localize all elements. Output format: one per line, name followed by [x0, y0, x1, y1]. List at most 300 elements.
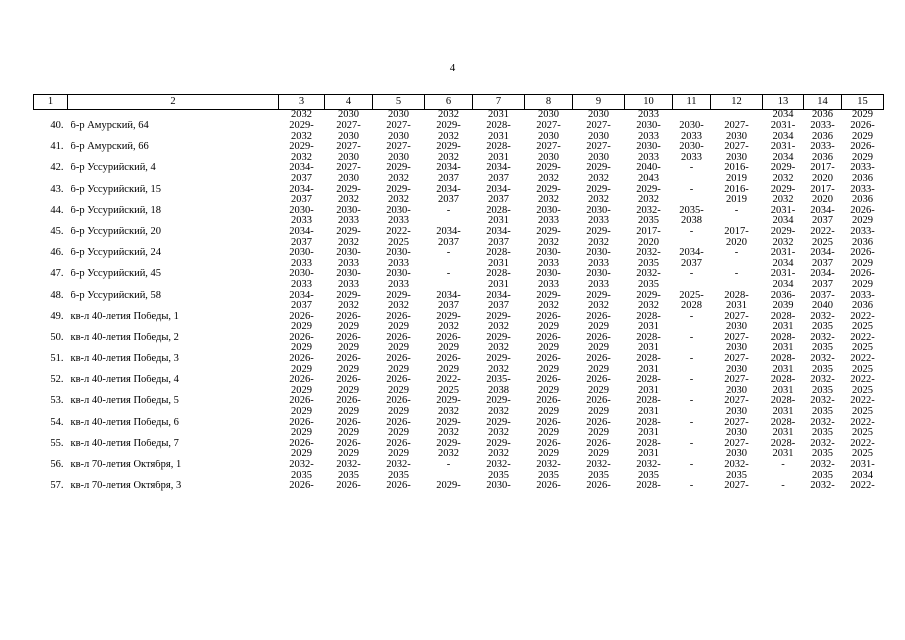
period-cell: 2033- 2036	[850, 163, 875, 184]
period-cell: 2026- 2029	[386, 438, 411, 460]
period-cell: 2027- 2030	[724, 142, 749, 163]
period-cell: 2028- 2031	[636, 375, 661, 396]
address-cell: б-р Уссурийский, 58	[70, 290, 162, 301]
period-cell: 2027- 2030	[336, 121, 361, 142]
period-cell: 2029- 2032	[486, 332, 511, 354]
period-cell: 2027- 2030	[724, 311, 749, 333]
period-cell: 2027- 2030	[536, 142, 561, 163]
period-cell: 2032- 2035	[586, 460, 611, 481]
column-header: 7	[473, 95, 525, 110]
period-cell: 2032- 2035	[386, 460, 411, 481]
period-cell: -	[689, 417, 694, 428]
carryover-cell: 2030	[588, 109, 609, 120]
period-cell: 2028- 2031	[636, 332, 661, 354]
address-cell: б-р Уссурийский, 20	[70, 226, 162, 237]
period-cell: 2034- 2037	[810, 269, 835, 290]
period-cell: 2027- 2030	[724, 121, 749, 142]
period-cell: 2029- 2032	[536, 290, 561, 312]
period-cell: 2030- 2033	[386, 205, 411, 227]
period-cell: 2040- 2043	[636, 163, 661, 184]
period-cell: 2034- 2037	[289, 290, 314, 312]
carryover-cell: 2033	[638, 109, 659, 120]
period-cell: 2030- 2033	[336, 269, 361, 290]
period-cell: 2026- 2029	[850, 142, 875, 163]
period-cell: 2026- 2029	[386, 396, 411, 418]
period-cell: 2029- 2032	[436, 438, 461, 460]
period-cell: 2027- 2030	[724, 396, 749, 418]
period-cell: 2027- 2030	[724, 354, 749, 375]
period-cell: 2026- 2029	[386, 417, 411, 439]
table-row	[34, 481, 884, 502]
period-cell: 2032- 2035	[724, 460, 749, 481]
period-cell: 2034- 2037	[436, 184, 461, 206]
period-cell: -	[446, 205, 451, 216]
period-cell: 2031- 2034	[770, 205, 796, 227]
period-cell: 2034- 2037	[436, 163, 461, 184]
period-cell: 2032- 2035	[486, 460, 511, 481]
period-cell: 2026- 2029	[850, 121, 875, 142]
period-cell: 2027- 2030	[586, 142, 611, 163]
period-cell: 2032- 2035	[810, 354, 835, 375]
period-cell: 2027- 2030	[386, 142, 411, 163]
period-cell: 2026- 2029	[536, 375, 561, 396]
period-cell: 2029- 2032	[336, 226, 361, 248]
period-cell: 2026- 2029	[586, 311, 611, 333]
period-cell: -	[689, 226, 694, 237]
period-cell: 2017- 2020	[810, 163, 835, 184]
period-cell: 2029-	[436, 481, 461, 492]
period-cell: 2026- 2029	[586, 417, 611, 439]
carryover-cell	[711, 110, 763, 122]
carryover-row	[34, 110, 884, 122]
row-number: 54.	[50, 417, 64, 428]
row-number: 43.	[50, 184, 64, 195]
period-cell: 2030- 2033	[536, 248, 561, 269]
carryover-cell: 2029	[852, 109, 873, 120]
period-cell: 2033- 2036	[810, 121, 835, 142]
period-cell: 2028- 2031	[770, 354, 796, 375]
period-cell: 2031- 2034	[770, 142, 796, 163]
period-cell: 2028- 2031	[770, 332, 796, 354]
period-cell: 2030- 2033	[386, 248, 411, 269]
period-cell: 2027- 2030	[386, 121, 411, 142]
period-cell: 2026- 2029	[536, 438, 561, 460]
page-number: 4	[449, 62, 456, 74]
period-cell: 2032- 2035	[810, 438, 835, 460]
period-cell: 2031- 2034	[770, 248, 796, 269]
period-cell: 2032- 2035	[810, 375, 835, 396]
column-header: 13	[763, 95, 804, 110]
period-cell: 2028- 2031	[636, 311, 661, 333]
period-cell: 2022- 2025	[850, 375, 875, 396]
period-cell: 2016- 2019	[724, 163, 749, 184]
period-cell: 2029- 2032	[486, 417, 511, 439]
address-cell: б-р Уссурийский, 24	[70, 248, 162, 259]
period-cell: 2026-	[536, 481, 561, 492]
period-cell: -	[689, 460, 694, 470]
period-cell: 2035- 2038	[486, 375, 511, 396]
address-cell: б-р Амурский, 64	[70, 121, 149, 131]
period-cell: 2027- 2030	[586, 121, 611, 142]
period-cell: 2029- 2032	[486, 311, 511, 333]
period-cell: 2029- 2032	[536, 226, 561, 248]
period-cell: 2029- 2032	[336, 290, 361, 312]
period-cell: 2028- 2031	[770, 396, 796, 418]
period-cell: 2030-	[486, 481, 511, 492]
period-cell: 2028- 2031	[486, 205, 511, 227]
period-cell: -	[689, 396, 694, 407]
table-row	[34, 121, 884, 142]
column-header: 11	[673, 95, 711, 110]
period-cell: 2029- 2032	[336, 184, 361, 206]
period-cell: 2026- 2029	[536, 311, 561, 333]
row-number: 57.	[50, 481, 64, 492]
period-cell: 2029- 2032	[386, 290, 411, 312]
row-number: 48.	[50, 290, 64, 301]
period-cell: 2034- 2037	[810, 205, 835, 227]
carryover-cell: 2036	[812, 109, 833, 120]
period-cell: 2026- 2029	[850, 269, 875, 290]
period-cell: 2029- 2032	[436, 121, 461, 142]
period-cell: 2030- 2033	[636, 121, 661, 142]
period-cell: -	[781, 460, 785, 470]
period-cell: 2027-	[724, 481, 749, 492]
address-cell: кв-л 40-летия Победы, 3	[70, 354, 179, 365]
carryover-cell: 2032	[291, 109, 312, 120]
period-cell: 2034- 2037	[486, 290, 511, 312]
period-cell: 2026-	[386, 481, 411, 492]
period-cell: 2030- 2033	[679, 142, 704, 163]
empty-cell	[34, 110, 68, 122]
column-header: 14	[804, 95, 842, 110]
table-row	[34, 206, 884, 227]
table-row	[34, 312, 884, 333]
row-number: 55.	[50, 438, 64, 449]
period-cell: 2032- 2035	[810, 396, 835, 418]
period-cell: -	[734, 248, 739, 259]
period-cell: 2033- 2036	[850, 290, 875, 312]
period-cell: 2027- 2030	[336, 163, 361, 184]
address-cell: кв-л 40-летия Победы, 4	[70, 375, 179, 386]
period-cell: -	[689, 438, 694, 449]
period-cell: 2032- 2035	[336, 460, 361, 481]
period-cell: 2032- 2035	[636, 248, 661, 269]
period-cell: 2032- 2035	[810, 417, 835, 439]
period-cell: 2027- 2030	[724, 438, 749, 460]
period-cell: 2028- 2031	[486, 269, 511, 290]
period-cell: 2026- 2029	[289, 396, 314, 418]
period-cell: 2035- 2038	[679, 205, 704, 227]
period-cell: 2026-	[336, 481, 361, 492]
period-cell: -	[689, 184, 694, 195]
row-number: 42.	[50, 163, 64, 174]
period-cell: 2026- 2029	[586, 396, 611, 418]
row-number: 51.	[50, 354, 64, 365]
table-row	[34, 396, 884, 417]
period-cell: 2028- 2031	[636, 354, 661, 375]
period-cell: 2030- 2033	[536, 205, 561, 227]
period-cell: 2026- 2029	[336, 332, 361, 354]
period-cell: 2032- 2035	[636, 205, 661, 227]
period-cell: 2029- 2032	[586, 226, 611, 248]
period-cell: 2026-	[289, 481, 314, 492]
period-cell: -	[446, 248, 451, 259]
address-cell: б-р Уссурийский, 18	[70, 205, 162, 216]
column-header: 3	[279, 95, 325, 110]
period-cell: 2028- 2031	[770, 375, 796, 396]
period-cell: 2027- 2030	[724, 375, 749, 396]
period-cell: 2034- 2037	[810, 248, 835, 269]
period-cell: -	[446, 460, 451, 470]
period-cell: 2026- 2029	[386, 332, 411, 354]
period-cell: 2030- 2033	[386, 269, 411, 290]
period-cell: 2029- 2032	[636, 290, 661, 312]
period-cell: 2026- 2029	[536, 332, 561, 354]
table-row	[34, 142, 884, 163]
table-row	[34, 185, 884, 206]
period-cell: 2034- 2037	[289, 226, 314, 248]
period-cell: -	[446, 269, 451, 280]
period-cell: 2030- 2033	[536, 269, 561, 290]
period-cell: -	[781, 481, 785, 492]
period-cell: -	[689, 354, 694, 365]
row-number: 52.	[50, 375, 64, 386]
period-cell: 2026- 2029	[436, 354, 461, 375]
period-cell: 2029- 2032	[289, 142, 314, 163]
period-cell: 2034- 2037	[289, 163, 314, 184]
period-cell: 2034- 2037	[289, 184, 314, 206]
row-number: 46.	[50, 248, 64, 259]
period-cell: 2030- 2033	[636, 142, 661, 163]
period-cell: 2029- 2032	[770, 226, 796, 248]
table-row	[34, 375, 884, 396]
table-row	[34, 418, 884, 439]
period-cell: 2034- 2037	[436, 290, 461, 312]
period-cell: 2026- 2029	[336, 438, 361, 460]
period-cell: 2029- 2032	[536, 184, 561, 206]
address-cell: кв-л 40-летия Победы, 2	[70, 332, 179, 343]
row-number: 53.	[50, 396, 64, 407]
period-cell: 2031- 2034	[770, 269, 796, 290]
period-cell: 2026- 2029	[289, 438, 314, 460]
row-number: 44.	[50, 205, 64, 216]
column-header: 5	[373, 95, 425, 110]
period-cell: 2028- 2031	[770, 417, 796, 439]
address-cell: б-р Уссурийский, 45	[70, 269, 162, 280]
table-row	[34, 460, 884, 481]
row-number: 50.	[50, 332, 64, 343]
period-cell: 2029- 2032	[436, 396, 461, 418]
period-cell: 2029- 2032	[486, 354, 511, 375]
table-row	[34, 248, 884, 269]
period-cell: 2028- 2031	[486, 142, 511, 163]
period-cell: 2030- 2033	[586, 269, 611, 290]
period-cell: 2029- 2032	[770, 163, 796, 184]
period-cell: 2026- 2029	[536, 417, 561, 439]
row-number: 45.	[50, 226, 64, 237]
period-cell: 2029- 2032	[436, 311, 461, 333]
period-cell: 2034- 2037	[486, 184, 511, 206]
period-cell: 2022- 2025	[386, 226, 411, 248]
period-cell: 2022- 2025	[850, 438, 875, 460]
period-cell: 2031- 2034	[850, 460, 875, 481]
period-cell: 2032- 2035	[810, 460, 835, 481]
period-cell: 2026- 2029	[336, 311, 361, 333]
period-cell: -	[689, 269, 694, 280]
table-row	[34, 227, 884, 248]
period-cell: 2033- 2036	[850, 226, 875, 248]
period-cell: 2022- 2025	[850, 417, 875, 439]
period-cell: 2032- 2035	[536, 460, 561, 481]
period-cell: 2022- 2025	[850, 311, 875, 333]
period-cell: 2028- 2031	[770, 311, 796, 333]
period-cell: 2028- 2031	[486, 121, 511, 142]
period-cell: 2026- 2029	[586, 438, 611, 460]
schedule-table	[33, 94, 884, 502]
period-cell: 2034- 2037	[486, 163, 511, 184]
address-cell: кв-л 40-летия Победы, 5	[70, 396, 179, 407]
period-cell: 2029- 2032	[436, 417, 461, 439]
period-cell: 2027- 2030	[536, 121, 561, 142]
period-cell: 2026- 2029	[386, 375, 411, 396]
period-cell: 2022- 2025	[850, 396, 875, 418]
period-cell: -	[734, 269, 739, 280]
table-header-row	[34, 95, 884, 110]
period-cell: -	[689, 332, 694, 343]
period-cell: 2032- 2035	[636, 269, 661, 290]
row-number: 40.	[50, 121, 64, 131]
period-cell: 2030- 2033	[289, 205, 314, 227]
address-cell: кв-л 70-летия Октября, 3	[70, 481, 182, 492]
period-cell: 2026- 2029	[386, 311, 411, 333]
column-header: 6	[425, 95, 473, 110]
table-row	[34, 333, 884, 354]
address-cell: кв-л 70-летия Октября, 1	[70, 460, 182, 470]
period-cell: 2033- 2036	[850, 184, 875, 206]
address-cell: б-р Уссурийский, 15	[70, 184, 162, 195]
period-cell: 2036- 2039	[770, 290, 796, 312]
period-cell: 2029- 2032	[386, 184, 411, 206]
period-cell: 2028-	[636, 481, 661, 492]
period-cell: 2026-	[586, 481, 611, 492]
period-cell: 2026- 2029	[289, 332, 314, 354]
table-row	[34, 163, 884, 184]
period-cell: 2030- 2033	[289, 269, 314, 290]
column-header: 9	[573, 95, 625, 110]
period-cell: 2017- 2020	[724, 226, 749, 248]
period-cell: 2034- 2037	[679, 248, 704, 269]
period-cell: 2028- 2031	[636, 417, 661, 439]
period-cell: 2022- 2025	[850, 354, 875, 375]
period-cell: 2022-	[850, 481, 875, 492]
table-row	[34, 291, 884, 312]
period-cell: 2022- 2025	[850, 332, 875, 354]
period-cell: -	[689, 375, 694, 386]
row-number: 49.	[50, 311, 64, 322]
period-cell: 2026- 2029	[536, 354, 561, 375]
period-cell: 2029- 2032	[586, 184, 611, 206]
column-header: 1	[34, 95, 68, 110]
row-number: 47.	[50, 269, 64, 280]
period-cell: 2028- 2031	[636, 396, 661, 418]
column-header: 2	[68, 95, 279, 110]
table-row	[34, 354, 884, 375]
period-cell: 2026- 2029	[586, 332, 611, 354]
period-cell: 2028- 2031	[486, 248, 511, 269]
column-header: 15	[842, 95, 884, 110]
period-cell: 2029- 2032	[536, 163, 561, 184]
period-cell: 2029- 2032	[386, 163, 411, 184]
period-cell: 2032- 2035	[636, 460, 661, 481]
period-cell: 2026- 2029	[289, 417, 314, 439]
period-cell: 2029- 2032	[770, 184, 796, 206]
period-cell: 2016- 2019	[724, 184, 749, 206]
period-cell: 2030- 2033	[586, 248, 611, 269]
period-cell: 2026- 2029	[536, 396, 561, 418]
row-number: 41.	[50, 142, 64, 153]
period-cell: 2030- 2033	[679, 121, 704, 142]
address-cell: кв-л 40-летия Победы, 6	[70, 417, 179, 428]
period-cell: 2026- 2029	[850, 248, 875, 269]
period-cell: 2026- 2029	[336, 417, 361, 439]
carryover-cell: 2034	[772, 109, 794, 120]
period-cell: 2029- 2032	[289, 121, 314, 142]
carryover-cell: 2030	[388, 109, 409, 120]
period-cell: 2022- 2025	[436, 375, 461, 396]
column-header: 8	[525, 95, 573, 110]
period-cell: 2026- 2029	[386, 354, 411, 375]
period-cell: 2029- 2032	[486, 438, 511, 460]
table-row	[34, 439, 884, 460]
period-cell: 2029- 2032	[486, 396, 511, 418]
period-cell: 2026- 2029	[289, 354, 314, 375]
period-cell: 2029- 2032	[586, 163, 611, 184]
period-cell: 2026- 2029	[586, 375, 611, 396]
column-header: 12	[711, 95, 763, 110]
period-cell: 2030- 2033	[289, 248, 314, 269]
period-cell: 2027- 2030	[336, 142, 361, 163]
period-cell: -	[734, 205, 739, 216]
period-cell: 2017- 2020	[636, 226, 661, 248]
period-cell: 2026- 2029	[336, 396, 361, 418]
period-cell: 2027- 2030	[724, 417, 749, 439]
period-cell: 2026- 2029	[336, 354, 361, 375]
address-cell: кв-л 40-летия Победы, 1	[70, 311, 179, 322]
period-cell: 2034- 2037	[486, 226, 511, 248]
column-header: 10	[625, 95, 673, 110]
period-cell: 2030- 2033	[336, 248, 361, 269]
carryover-cell: 2032	[438, 109, 459, 120]
period-cell: -	[689, 163, 694, 174]
period-cell: 2026- 2029	[850, 205, 875, 227]
period-cell: 2029- 2032	[586, 290, 611, 312]
period-cell: 2030- 2033	[586, 205, 611, 227]
address-cell: б-р Уссурийский, 4	[70, 163, 156, 174]
period-cell: 2028- 2031	[636, 438, 661, 460]
period-cell: 2037- 2040	[810, 290, 835, 312]
carryover-cell: 2030	[538, 109, 559, 120]
period-cell: 2028- 2031	[770, 438, 796, 460]
period-cell: 2026- 2029	[289, 311, 314, 333]
period-cell: 2029- 2032	[436, 142, 461, 163]
period-cell: 2027- 2030	[724, 332, 749, 354]
carryover-cell: 2031	[488, 109, 509, 120]
period-cell: 2032- 2035	[810, 311, 835, 333]
period-cell: 2026- 2029	[336, 375, 361, 396]
column-header: 4	[325, 95, 373, 110]
period-cell: 2026- 2029	[586, 354, 611, 375]
period-cell: 2033- 2036	[810, 142, 835, 163]
